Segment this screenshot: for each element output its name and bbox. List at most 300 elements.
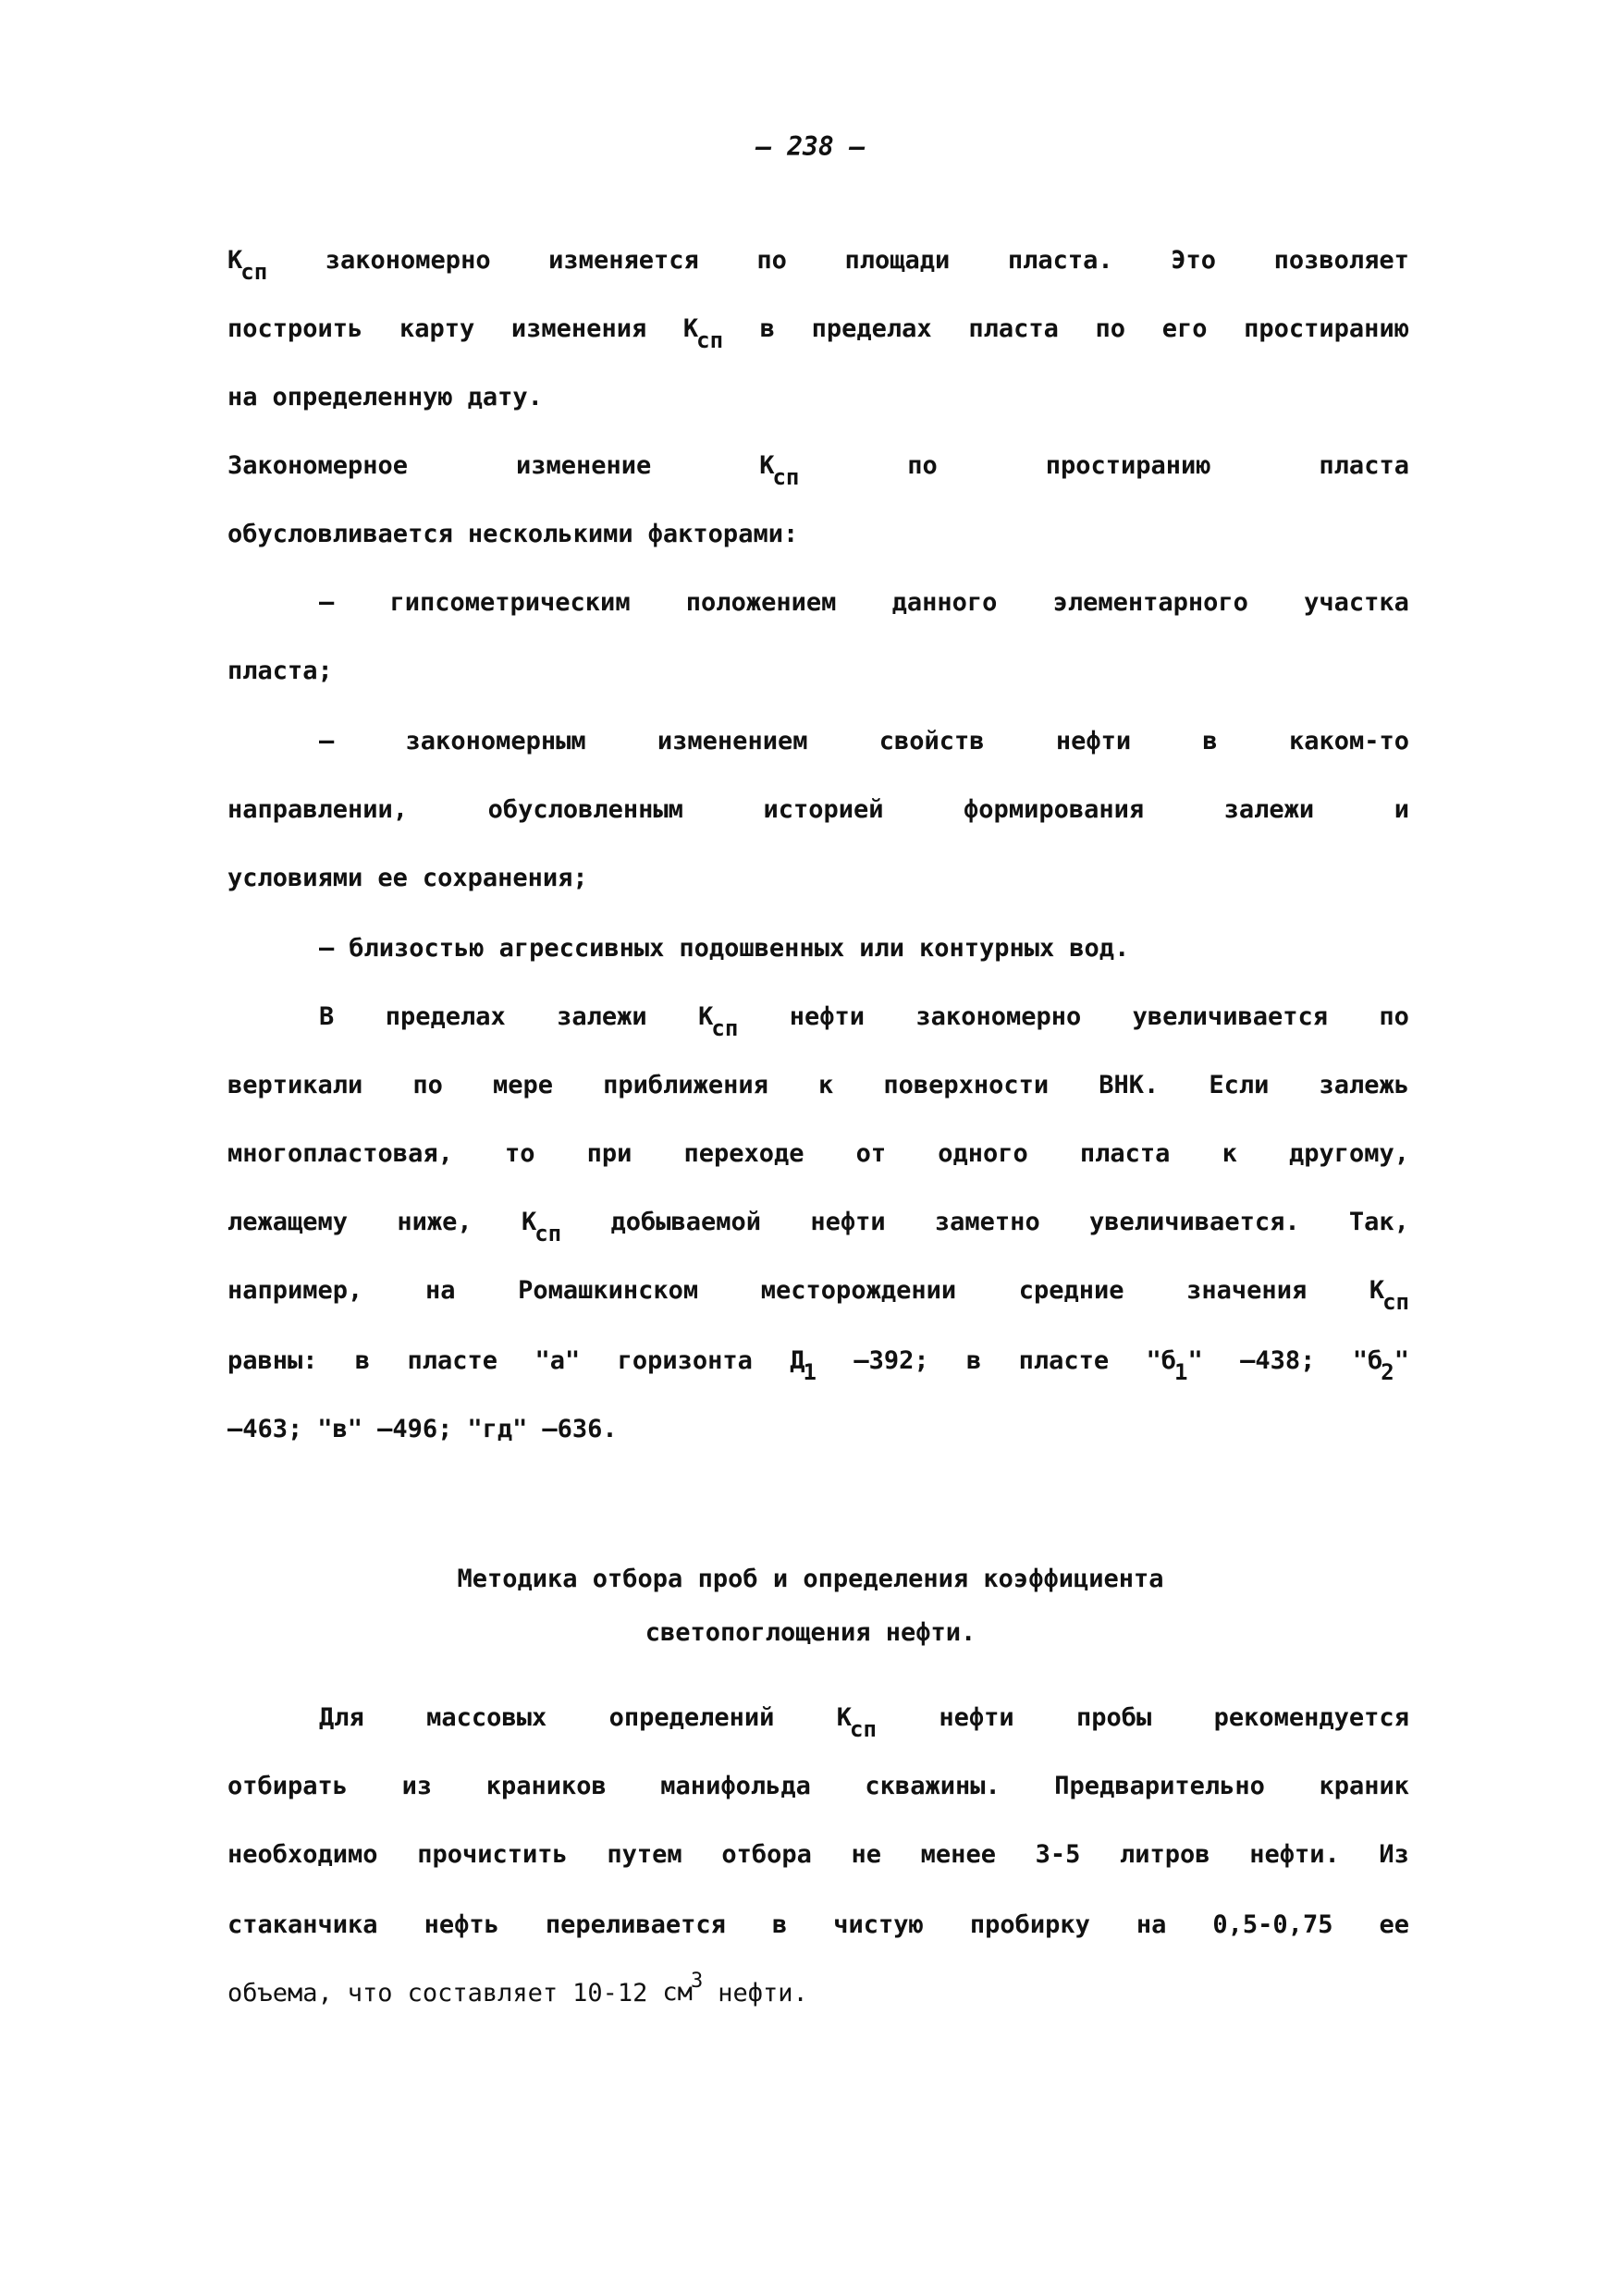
word — [698, 993, 738, 1041]
word — [1289, 718, 1409, 766]
subscript: сп — [850, 1716, 877, 1742]
word-text: вертикали — [227, 1071, 363, 1099]
text-line — [319, 925, 1409, 973]
word — [319, 925, 334, 973]
word-text: " — [1394, 1346, 1409, 1375]
word — [648, 510, 799, 559]
word — [412, 1062, 443, 1110]
word-text: в — [354, 1346, 371, 1375]
word-text: чистую — [833, 1910, 924, 1939]
word — [522, 1198, 561, 1246]
word — [1056, 718, 1131, 766]
word — [812, 305, 932, 353]
word — [468, 510, 633, 559]
word — [772, 1901, 787, 1949]
word — [970, 1901, 1090, 1949]
word-text: простиранию — [1045, 451, 1211, 480]
word-text: к — [817, 1071, 834, 1099]
word-text: сохранения; — [422, 864, 588, 892]
subscript: сп — [772, 464, 800, 490]
word-text: его — [1161, 314, 1208, 343]
word — [426, 1694, 546, 1742]
word-text: Закономерное — [227, 451, 409, 480]
text-line — [227, 237, 1409, 285]
word-text: нефти — [1055, 727, 1132, 755]
word-text: –392; — [853, 1346, 929, 1375]
word-text: "б — [1146, 1346, 1177, 1375]
word — [844, 237, 950, 285]
word — [348, 1970, 393, 2018]
word — [319, 1694, 364, 1742]
word-text: ее — [1379, 1910, 1409, 1939]
word — [227, 1970, 333, 2018]
word-text: горизонта — [617, 1346, 753, 1375]
word-text: дату. — [467, 383, 543, 411]
word — [1369, 1267, 1409, 1315]
word-text: несколькими — [467, 520, 633, 548]
word-text: из — [401, 1772, 433, 1800]
word-text: К — [227, 246, 243, 275]
word-text: то — [504, 1139, 535, 1168]
word — [406, 718, 586, 766]
word — [679, 925, 844, 973]
word-text: " — [1187, 1346, 1203, 1375]
word-text: положением — [685, 588, 837, 617]
word-text: К — [521, 1208, 537, 1236]
word-text: определений — [608, 1703, 775, 1732]
word — [227, 237, 267, 285]
word-text: – — [319, 934, 335, 963]
word-text: по — [1379, 1002, 1409, 1031]
word — [227, 854, 362, 902]
text-line — [227, 1901, 1409, 1949]
word-text: в — [759, 314, 775, 343]
word-text: пределах — [385, 1002, 506, 1031]
text-line — [227, 1970, 1409, 2018]
word — [1249, 1831, 1340, 1879]
word-text: менее — [920, 1840, 996, 1869]
word-text: на — [227, 383, 258, 411]
word — [1319, 1062, 1409, 1110]
word-text: определенную — [272, 383, 453, 411]
word — [1008, 237, 1113, 285]
word — [610, 1198, 761, 1246]
word — [1379, 1831, 1409, 1879]
word-text: на — [1136, 1910, 1167, 1939]
text-line — [319, 579, 1409, 627]
word-text: Из — [1379, 1840, 1409, 1869]
word-text: К — [682, 314, 699, 343]
word-text: –496; — [377, 1415, 453, 1443]
word — [1046, 442, 1211, 490]
word — [853, 1337, 928, 1385]
word-text: при — [586, 1139, 632, 1168]
word — [1089, 1198, 1300, 1246]
text-line — [227, 854, 1409, 902]
word-text: –636. — [542, 1415, 618, 1443]
subscript: 1 — [1174, 1359, 1188, 1385]
word — [1133, 993, 1328, 1041]
word — [1319, 1762, 1409, 1811]
text-line — [227, 1130, 1409, 1178]
subscript: сп — [1382, 1289, 1409, 1315]
section-heading-line-2: светопоглощения нефти. — [645, 1618, 976, 1647]
word-text: построить — [227, 314, 363, 343]
word — [227, 442, 408, 490]
text-line — [227, 374, 1409, 422]
word-text: поверхности — [883, 1071, 1050, 1099]
word-text: значения — [1186, 1276, 1308, 1305]
word — [810, 1198, 885, 1246]
word-text: нефти. — [718, 1979, 808, 2007]
word — [1036, 1831, 1081, 1879]
text-line — [227, 786, 1409, 834]
word-text: обусловленным — [487, 795, 683, 824]
word — [397, 1198, 472, 1246]
word-text: каком-то — [1288, 727, 1409, 755]
text-line — [227, 1198, 1409, 1246]
word-text: пласта — [968, 314, 1059, 343]
word-text: площади — [844, 246, 951, 275]
word-text: увеличивается. — [1089, 1208, 1300, 1236]
subscript: 1 — [803, 1359, 817, 1385]
word-text: средние — [1018, 1276, 1124, 1305]
word — [939, 1694, 1013, 1742]
word — [718, 1970, 808, 2018]
word — [319, 579, 334, 627]
word — [227, 1267, 362, 1315]
word — [1147, 1337, 1203, 1385]
word — [603, 1062, 768, 1110]
text-line — [319, 993, 1409, 1041]
word — [763, 786, 883, 834]
word — [790, 1337, 817, 1385]
word-text: контурных — [918, 934, 1055, 963]
text-line — [319, 718, 1409, 766]
word-text: другому, — [1288, 1139, 1409, 1168]
word — [1019, 1267, 1124, 1315]
word — [907, 442, 938, 490]
word — [837, 1694, 877, 1742]
word-text: изменяется — [548, 246, 699, 275]
word-text: пробирку — [969, 1910, 1090, 1939]
word — [417, 1831, 568, 1879]
word — [488, 786, 683, 834]
word-text: пробы — [1075, 1703, 1152, 1732]
word — [505, 1130, 535, 1178]
word-text: заметно — [934, 1208, 1040, 1236]
text-line — [227, 647, 1409, 695]
word-text: и — [1394, 795, 1409, 824]
word-text: на — [424, 1276, 456, 1305]
word — [227, 1831, 378, 1879]
word-text: участка — [1304, 588, 1409, 617]
word-text: не — [851, 1840, 882, 1869]
word-text: пласте — [1018, 1346, 1110, 1375]
word-text: "б — [1352, 1346, 1383, 1375]
word — [486, 1762, 607, 1811]
word-text: формирования — [964, 795, 1145, 824]
word-text: К — [759, 451, 775, 480]
word — [966, 1337, 981, 1385]
word-text: подошвенных — [679, 934, 845, 963]
word-text: залежь — [1319, 1071, 1409, 1099]
word-text: В — [319, 1002, 335, 1031]
word-text: 0,5-0,75 — [1212, 1910, 1333, 1939]
word-text: в — [965, 1346, 982, 1375]
text-line — [227, 1062, 1409, 1110]
word — [386, 993, 506, 1041]
word — [423, 854, 588, 902]
word — [1096, 305, 1126, 353]
word-text: нефти. — [1249, 1840, 1340, 1869]
subscript: сп — [696, 327, 724, 353]
word — [1214, 1694, 1409, 1742]
text-line — [227, 442, 1409, 490]
word — [721, 1831, 812, 1879]
word — [273, 374, 453, 422]
word-text: отбора — [721, 1840, 812, 1869]
word — [1244, 305, 1409, 353]
word — [756, 237, 787, 285]
text-line — [227, 510, 1409, 559]
word-text: –438; — [1240, 1346, 1316, 1375]
word-text: переливается — [545, 1910, 726, 1939]
word-text: "гд" — [467, 1415, 528, 1443]
word — [516, 442, 651, 490]
word — [1274, 237, 1409, 285]
word — [1069, 925, 1129, 973]
word — [1379, 1901, 1409, 1949]
word — [548, 237, 699, 285]
word-text: гипсометрическим — [389, 588, 631, 617]
word — [408, 1337, 498, 1385]
word-text: пласта — [1079, 1139, 1171, 1168]
word — [546, 1901, 726, 1949]
word — [534, 1337, 580, 1385]
word — [518, 1267, 698, 1315]
word-text: ВНК. — [1099, 1071, 1160, 1099]
word — [317, 1406, 362, 1454]
word — [1076, 1694, 1151, 1742]
word — [1304, 579, 1409, 627]
word — [1202, 718, 1217, 766]
text-line — [227, 1267, 1409, 1315]
word — [760, 305, 775, 353]
word-text: К — [836, 1703, 853, 1732]
word — [618, 1337, 753, 1385]
word-text: Так, — [1348, 1208, 1409, 1236]
word-text: объема, — [227, 1979, 333, 2007]
word-text: одного — [938, 1139, 1028, 1168]
word — [964, 786, 1144, 834]
word — [227, 1130, 453, 1178]
word-text: по — [907, 451, 938, 480]
word-text: данного — [891, 588, 998, 617]
word-text: Для — [319, 1703, 364, 1732]
word-text: ее — [377, 864, 408, 892]
word — [1019, 1337, 1110, 1385]
word-text: составляет — [407, 1979, 559, 2007]
word-text: 3-5 — [1035, 1840, 1081, 1869]
word-text: простиранию — [1244, 314, 1409, 343]
word-text: краников — [485, 1772, 607, 1800]
word — [511, 305, 646, 353]
word-text: или — [859, 934, 904, 963]
word-text: –463; — [227, 1415, 303, 1443]
word — [542, 1406, 617, 1454]
word — [683, 1130, 804, 1178]
word-text: позволяет — [1273, 246, 1409, 275]
word — [227, 1337, 318, 1385]
word-text: пласта — [1319, 451, 1409, 480]
word-text: месторождении — [760, 1276, 957, 1305]
word — [349, 925, 484, 973]
word — [879, 718, 985, 766]
word — [1186, 1267, 1307, 1315]
text-line — [227, 1337, 1409, 1385]
word-text: Д — [790, 1346, 805, 1375]
word — [919, 925, 1054, 973]
word — [377, 854, 408, 902]
word — [1120, 1831, 1210, 1879]
text-line — [319, 1694, 1409, 1742]
word-text: направлении, — [227, 795, 409, 824]
word-text: историей — [763, 795, 884, 824]
word-text: закономерным — [405, 727, 586, 755]
word — [1379, 993, 1409, 1041]
word — [657, 718, 808, 766]
word-text: пласта; — [227, 657, 333, 685]
word-text: мере — [492, 1071, 554, 1099]
word — [790, 993, 865, 1041]
word-text: лежащему — [227, 1208, 349, 1236]
word-text: к — [1222, 1139, 1237, 1168]
word — [1349, 1198, 1409, 1246]
subscript: сп — [240, 259, 268, 285]
word — [467, 1406, 527, 1454]
word-text: близостью — [349, 934, 485, 963]
word — [865, 1762, 1000, 1811]
section-heading-line-1: Методика отбора проб и определения коэффициента — [457, 1565, 1164, 1593]
word — [1212, 1901, 1332, 1949]
word-text: приближения — [603, 1071, 768, 1099]
word — [493, 1062, 553, 1110]
word-text: вод. — [1069, 934, 1130, 963]
word-text: условиями — [227, 864, 363, 892]
word — [759, 442, 799, 490]
word — [607, 1831, 682, 1879]
word — [227, 510, 453, 559]
word — [1224, 786, 1315, 834]
word — [935, 1198, 1040, 1246]
word-text: от — [855, 1139, 887, 1168]
word-text: факторами: — [647, 520, 799, 548]
word-text: стаканчика — [227, 1910, 378, 1939]
word — [325, 237, 491, 285]
word-text: 10-12 — [572, 1979, 648, 2007]
word-text: – — [319, 588, 335, 617]
word-text: по — [1095, 314, 1126, 343]
word-text: нефти — [810, 1208, 886, 1236]
word — [683, 305, 723, 353]
word — [468, 374, 543, 422]
word-text: нефти — [789, 1002, 865, 1031]
word-text: в — [1202, 727, 1218, 755]
word-text: закономерно — [325, 246, 491, 275]
word — [662, 1969, 703, 2019]
word — [1289, 1130, 1409, 1178]
word-text: что — [347, 1979, 393, 2007]
word-text: залежи — [1223, 795, 1315, 824]
word — [1222, 1130, 1237, 1178]
word — [968, 305, 1059, 353]
word — [587, 1130, 632, 1178]
word — [1136, 1901, 1167, 1949]
word — [1319, 442, 1409, 490]
word — [355, 1337, 370, 1385]
word-text: необходимо — [227, 1840, 378, 1869]
word-text: в — [771, 1910, 788, 1939]
word-text: скважины. — [865, 1772, 1001, 1800]
superscript: 3 — [690, 1970, 704, 1993]
word — [1080, 1130, 1171, 1178]
word-text: "а" — [534, 1346, 581, 1375]
word-text: равны: — [227, 1346, 318, 1375]
text-line — [227, 305, 1409, 353]
text-line — [227, 1762, 1409, 1811]
word — [319, 993, 334, 1041]
word — [227, 374, 258, 422]
word-text: пласта. — [1007, 246, 1113, 275]
word-text: увеличивается — [1132, 1002, 1328, 1031]
word — [1353, 1337, 1409, 1385]
word-text: изменением — [657, 727, 808, 755]
word — [921, 1831, 996, 1879]
word-text: Если — [1209, 1071, 1270, 1099]
word-text: литров — [1120, 1840, 1210, 1869]
word — [389, 579, 630, 627]
subscript: 2 — [1381, 1359, 1394, 1385]
word-text: отбирать — [227, 1772, 349, 1800]
word — [227, 786, 408, 834]
word — [227, 1062, 362, 1110]
word — [856, 1130, 887, 1178]
word — [408, 1970, 559, 2018]
page-number: – 238 – — [755, 131, 866, 162]
word — [424, 1901, 499, 1949]
word — [227, 1198, 348, 1246]
word — [227, 1901, 378, 1949]
word-text: закономерно — [915, 1002, 1082, 1031]
word-text: Ромашкинском — [518, 1276, 699, 1305]
word-text: Предварительно — [1054, 1772, 1265, 1800]
word — [227, 647, 333, 695]
word-text: К — [1369, 1276, 1385, 1305]
word-text: агрессивных — [498, 934, 665, 963]
subscript: сп — [534, 1221, 562, 1246]
word-text: например, — [227, 1276, 363, 1305]
word — [852, 1831, 882, 1879]
word — [227, 1406, 302, 1454]
word — [833, 1901, 924, 1949]
word — [402, 1762, 433, 1811]
word-text: нефть — [424, 1910, 499, 1939]
word — [1171, 237, 1216, 285]
word-text: изменение — [515, 451, 652, 480]
word — [1240, 1337, 1315, 1385]
word — [499, 925, 665, 973]
